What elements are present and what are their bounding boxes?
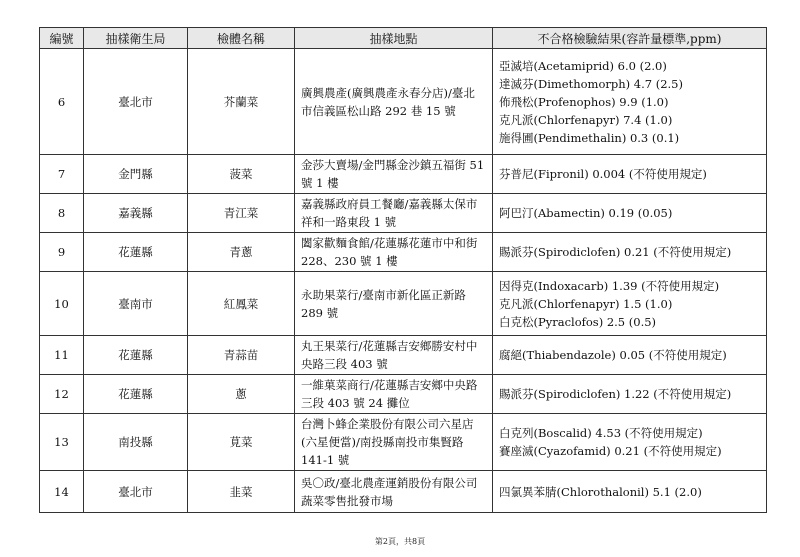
row-bureau: 臺南市	[84, 272, 188, 336]
row-number: 14	[40, 471, 84, 513]
result-line: 賜派芬(Spirodiclofen) 1.22 (不符使用規定)	[499, 387, 732, 401]
result-line: 亞滅培(Acetamiprid) 6.0 (2.0)	[499, 58, 667, 73]
row-location: 嘉義縣政府員工餐廳/嘉義縣太保市祥和一路東段 1 號	[295, 194, 493, 233]
result-line: 施得圃(Pendimethalin) 0.3 (0.1)	[499, 130, 680, 145]
row-number: 8	[40, 194, 84, 233]
row-bureau: 花蓮縣	[84, 336, 188, 375]
row-number: 9	[40, 233, 84, 272]
row-result	[493, 414, 767, 471]
result-line: 賽座滅(Cyazofamid) 0.21 (不符使用規定)	[499, 444, 722, 458]
result-line: 佈飛松(Profenophos) 9.9 (1.0)	[499, 94, 669, 109]
row-number: 11	[40, 336, 84, 375]
row-bureau: 嘉義縣	[84, 194, 188, 233]
row-item: 蔥	[188, 375, 295, 414]
header-number: 編號	[40, 28, 84, 49]
row-location: 闔家歡麵食館/花蓮縣花蓮市中和街 228、230 號 1 樓	[295, 233, 493, 272]
table-row	[40, 49, 767, 155]
row-result	[493, 471, 767, 513]
row-result	[493, 233, 767, 272]
result-line: 白克列(Boscalid) 4.53 (不符使用規定)	[499, 426, 703, 440]
row-location: 永助果菜行/臺南市新化區正新路 289 號	[295, 272, 493, 336]
row-number: 12	[40, 375, 84, 414]
row-result	[493, 194, 767, 233]
row-result	[493, 336, 767, 375]
row-result	[493, 49, 767, 155]
row-item: 青蔥	[188, 233, 295, 272]
table-row	[40, 336, 767, 375]
table-row	[40, 471, 767, 513]
row-number: 6	[40, 49, 84, 155]
row-item: 菠菜	[188, 155, 295, 194]
row-location: 吳〇政/臺北農產運銷股份有限公司蔬菜零售批發市場	[295, 471, 493, 513]
result-line: 達滅芬(Dimethomorph) 4.7 (2.5)	[499, 76, 683, 91]
header-location: 抽樣地點	[295, 28, 493, 49]
row-number: 10	[40, 272, 84, 336]
table-row	[40, 233, 767, 272]
header-item: 檢體名稱	[188, 28, 295, 49]
table-row	[40, 375, 767, 414]
row-item: 青蒜苗	[188, 336, 295, 375]
table-row	[40, 272, 767, 336]
result-line: 四氯異苯腈(Chlorothalonil) 5.1 (2.0)	[499, 484, 702, 499]
header-bureau: 抽樣衛生局	[84, 28, 188, 49]
row-location: 廣興農產(廣興農產永春分店)/臺北市信義區松山路 292 巷 15 號	[295, 49, 493, 155]
row-number: 13	[40, 414, 84, 471]
result-line: 白克松(Pyraclofos) 2.5 (0.5)	[499, 314, 657, 329]
row-bureau: 臺北市	[84, 471, 188, 513]
row-bureau: 花蓮縣	[84, 233, 188, 272]
row-item: 青江菜	[188, 194, 295, 233]
row-item: 芥蘭菜	[188, 49, 295, 155]
row-bureau: 南投縣	[84, 414, 188, 471]
table-row	[40, 155, 767, 194]
row-result	[493, 155, 767, 194]
row-item: 紅鳳菜	[188, 272, 295, 336]
result-line: 阿巴汀(Abamectin) 0.19 (0.05)	[499, 206, 673, 220]
result-line: 克凡派(Chlorfenapyr) 1.5 (1.0)	[499, 296, 673, 311]
page-footer: 第2頁，共8頁	[374, 537, 426, 546]
row-bureau: 金門縣	[84, 155, 188, 194]
row-result	[493, 375, 767, 414]
row-location: 一維菓菜商行/花蓮縣吉安鄉中央路三段 403 號 24 攤位	[295, 375, 493, 414]
row-number: 7	[40, 155, 84, 194]
row-location: 金莎大賣場/金門縣金沙鎮五福街 51 號 1 樓	[295, 155, 493, 194]
result-line: 克凡派(Chlorfenapyr) 7.4 (1.0)	[499, 112, 673, 127]
row-location: 丸王果菜行/花蓮縣吉安鄉勝安村中央路三段 403 號	[295, 336, 493, 375]
header-result: 不合格檢驗結果(容許量標準,ppm)	[493, 28, 767, 49]
row-bureau: 臺北市	[84, 49, 188, 155]
result-line: 腐絕(Thiabendazole) 0.05 (不符使用規定)	[499, 348, 727, 362]
row-location: 台灣卜蜂企業股份有限公司六星店(六星便當)/南投縣南投市集賢路 141-1 號	[295, 414, 493, 471]
table-row	[40, 194, 767, 233]
result-line: 因得克(Indoxacarb) 1.39 (不符使用規定)	[499, 278, 720, 293]
header-row	[40, 28, 767, 49]
row-item: 莧菜	[188, 414, 295, 471]
row-bureau: 花蓮縣	[84, 375, 188, 414]
table-row	[40, 414, 767, 471]
row-item: 韭菜	[188, 471, 295, 513]
results-table	[39, 27, 767, 513]
row-result	[493, 272, 767, 336]
result-line: 芬普尼(Fipronil) 0.004 (不符使用規定)	[499, 167, 707, 181]
result-line: 賜派芬(Spirodiclofen) 0.21 (不符使用規定)	[499, 245, 732, 259]
